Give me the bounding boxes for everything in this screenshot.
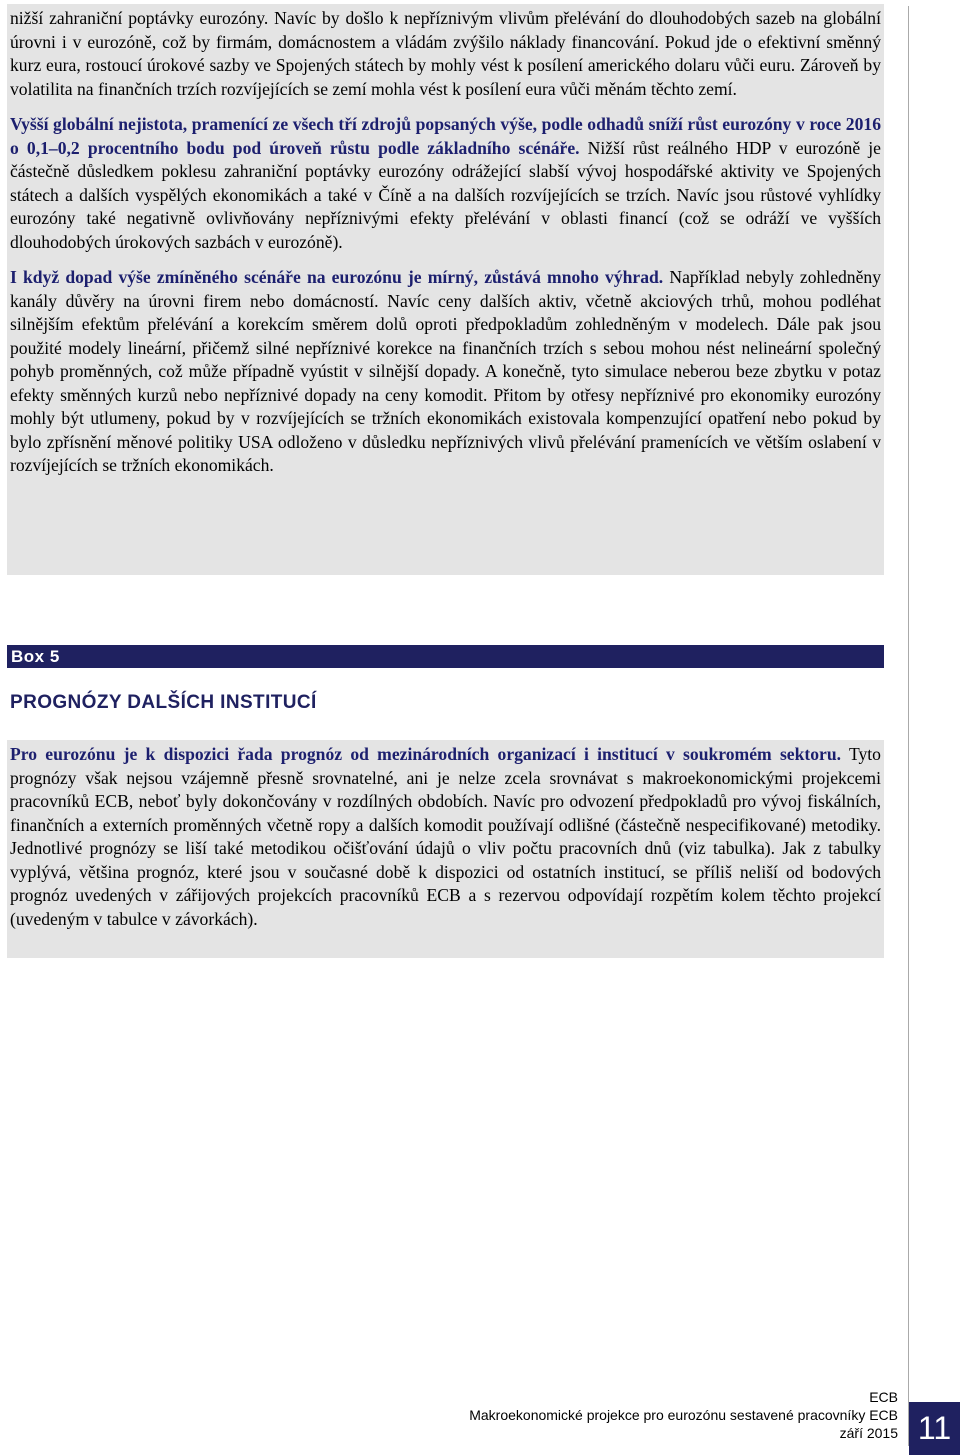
paragraph: Pro eurozónu je k dispozici řada prognóz od mezinárodních organizací i institucí v soukromém sektoru. Tyto prognózy však nejsou vzájemně přesně srovnatelné, ani je nelze zcela srovnávat s makroekonomickými projekcemi pracovníků ECB, neboť byly dokončovány v rozdílných obdobích. Navíc pro odvození předpokladů pro vývoj fiskálních, finančních a externích proměnných včetně ropy a dalších komodit používají odlišné (částečně nespecifikované) metodiky. Jednotlivé prognózy se liší také metodikou očišťování údajů o vliv počtu pracovních dnů (viz tabulka). Jak z tabulky vyplývá, většina prognóz, které jsou v současné době k dispozici od ostatních institucí, se příliš neliší od bodových prognóz uvedených v zářijových projekcích pracovníků ECB a s rezervou odpovídají rozpětím kolem těchto projekcí (uvedeným v tabulce v závorkách).: [10, 744, 881, 929]
box-title: PROGNÓZY DALŠÍCH INSTITUCÍ: [10, 692, 317, 713]
box-text: [7, 740, 884, 958]
footer-publication-title: Makroekonomické projekce pro eurozónu sestavené pracovníky ECB: [469, 1407, 898, 1423]
box-label: Box 5: [7, 645, 884, 668]
text-section: [7, 4, 884, 575]
paragraph: Vyšší globální nejistota, pramenící ze všech tří zdrojů popsaných výše, podle odhadů sníží růst eurozóny v roce 2016 o 0,1–0,2 procentního bodu pod úroveň růstu podle základního scénáře. Nižší růst reálného HDP v eurozóně je částečně důsledkem poklesu zahraniční poptávky eurozóny odrážející slabší vývoj hospodářské aktivity ve Spojených státech a dalších vyspělých ekonomikách a také v Číně a na dalších rozvíjejících se trzích. Navíc jsou růstové vyhlídky eurozóny také negativně ovlivňovány nepříznivými efekty přelévání v oblasti financí (což se odráží ve vyšších dlouhodobých úrokových sazbách v eurozóně).: [10, 114, 881, 252]
paragraph-lead: Vyšší globální nejistota, pramenící ze všech tří zdrojů popsaných výše, podle odhadů sníží růst eurozóny v roce 2016 o 0,1–0,2 procentního bodu pod úroveň růstu podle základního scénáře.: [10, 114, 881, 158]
paragraph-lead: Pro eurozónu je k dispozici řada prognóz od mezinárodních organizací i institucí v soukromém sektoru.: [10, 744, 842, 764]
page-footer: [469, 1388, 898, 1442]
paragraph: I když dopad výše zmíněného scénáře na eurozónu je mírný, zůstává mnoho výhrad. Například nebyly zohledněny kanály důvěry na úrovni firem nebo domácností. Navíc ceny dalších aktiv, včetně akciových trhů, mohou podléhat silnějším efektům přelévání a korekcím směrem dolů oproti předpokladům zohledněným v modelech. Dále pak jsou použité modely lineární, přičemž silné nepříznivé korekce na finančních trzích s sebou mohou nést nelineární společný pohyb proměnných, což může případně vyústit v silnější dopady. A konečně, tyto simulace neberou beze zbytku v potaz efekty směnných kurzů nebo nepříznivé dopady na ceny komodit. Přitom by otřesy nepříznivé pro ekonomiky eurozóny mohly být utlumeny, pokud by v rozvíjejících se tržních ekonomikách existovala kompenzující opatření nebo pokud by bylo zpřísnění měnové politiky USA odloženo v důsledku nepříznivých vlivů přelévání pramenících ve větším oslabení v rozvíjejících se tržních ekonomikách.: [10, 267, 882, 475]
footer-date: září 2015: [839, 1425, 898, 1441]
footer-publisher: ECB: [869, 1389, 898, 1405]
paragraph-lead: I když dopad výše zmíněného scénáře na eurozónu je mírný, zůstává mnoho výhrad.: [10, 267, 664, 287]
margin-rule: [908, 6, 909, 1446]
paragraph: nižší zahraniční poptávky eurozóny. Navíc by došlo k nepříznivým vlivům přelévání do dlouhodobých sazeb na globální úrovni i v eurozóně, což by firmám, domácnostem a vládám zvýšilo náklady financování. Pokud jde o efektivní směnný kurz eura, rostoucí úrokové sazby ve Spojených státech by mohly vést k posílení amerického dolaru vůči euru. Zároveň by volatilita na finančních trzích rozvíjejících se zemí mohla vést k posílení eura vůči měnám těchto zemí.: [10, 8, 881, 99]
page-number: 11: [909, 1402, 960, 1455]
